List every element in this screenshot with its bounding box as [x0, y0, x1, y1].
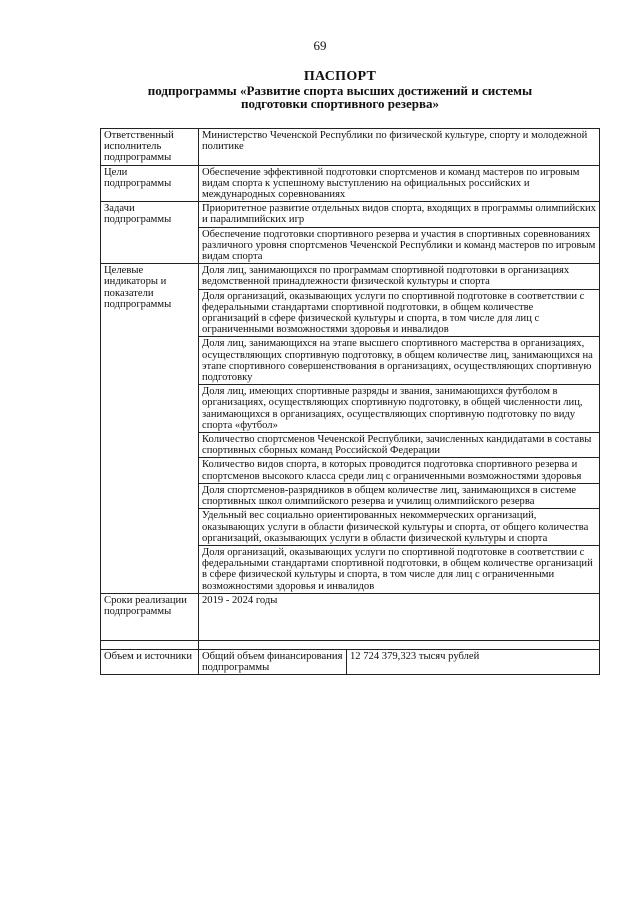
- indicator-item: Количество видов спорта, в которых проводится подготовка спортивного резерва и спортсменов высокого класса среди лиц с ограниченными возможностями здоровья: [199, 458, 600, 483]
- funding-sublabel: Общий объем финансирования подпрограммы: [199, 649, 347, 674]
- row-tasks: [101, 202, 600, 227]
- row-goals: [101, 165, 600, 202]
- goals-label: Цели подпрограммы: [101, 165, 199, 202]
- document-title: [80, 70, 600, 111]
- indicator-item: Количество спортсменов Чеченской Республики, зачисленных кандидатами в составы спортивных сборных команд Российской Федерации: [199, 433, 600, 458]
- goals-value: Обеспечение эффективной подготовки спортсменов и команд мастеров по игровым видам спорта к успешному выступлению на официальных российских и международных соревнованиях: [199, 165, 600, 202]
- tasks-label: Задачи подпрограммы: [101, 202, 199, 264]
- title-line-2: подпрограммы «Развитие спорта высших достижений и системы: [147, 82, 533, 98]
- indicator-item: Доля спортсменов-разрядников в общем количестве лиц, занимающихся в системе спортивных школ олимпийского резерва и училищ олимпийского резерва: [199, 483, 600, 508]
- indicators-label: Целевые индикаторы и показатели подпрограммы: [101, 264, 199, 593]
- funding-value: 12 724 379,323 тысяч рублей: [347, 649, 600, 674]
- title-line-3: подготовки спортивного резерва»: [240, 96, 440, 111]
- task-item: Обеспечение подготовки спортивного резерва и участия в спортивных соревнованиях различного уровня спортсменов Чеченской Республики и команд мастеров по игровым видам спорта: [199, 227, 600, 264]
- indicator-item: Доля лиц, имеющих спортивные разряды и звания, занимающихся футболом в организациях, осуществляющих спортивную подготовку, в общей численности лиц, занимающихся в организациях, осуществляющих спортивную подготовку по виду спорта «футбол»: [199, 385, 600, 433]
- executor-value: Министерство Чеченской Республики по физической культуре, спорту и молодежной политике: [199, 129, 600, 166]
- row-terms: [101, 593, 600, 640]
- indicator-item: Доля лиц, занимающихся по программам спортивной подготовки в организациях ведомственной принадлежности физической культуры и спорта: [199, 264, 600, 289]
- row-funding: [101, 649, 600, 674]
- indicator-item: Удельный вес социально ориентированных некоммерческих организаций, оказывающих услуги в области физической культуры и спорта, от общего количества организаций, оказывающих услуги в области физической культуры и спорта: [199, 509, 600, 546]
- passport-table: [100, 128, 600, 675]
- row-executor: [101, 129, 600, 166]
- funding-label: Объем и источники: [101, 649, 199, 674]
- terms-label: Сроки реализации подпрограммы: [101, 593, 199, 640]
- row-indicators: [101, 264, 600, 289]
- page-number: 69: [313, 38, 327, 53]
- title-main: ПАСПОРТ: [303, 69, 377, 84]
- executor-label: Ответственный исполнитель подпрограммы: [101, 129, 199, 166]
- indicator-item: Доля лиц, занимающихся на этапе высшего спортивного мастерства в организациях, осуществляющих спортивную подготовку, в общем количестве лиц, занимающихся на этапе спортивного совершенствования в организациях, осуществляющих спортивную подготовку: [199, 337, 600, 385]
- indicator-item: Доля организаций, оказывающих услуги по спортивной подготовке в соответствии с федеральными стандартами спортивной подготовки, в общем количестве организаций в сфере физической культуры и спорта, в том числе для лиц с ограниченными возможностями здоровья и инвалидов: [199, 545, 600, 593]
- indicator-item: Доля организаций, оказывающих услуги по спортивной подготовке в соответствии с федеральными стандартами спортивной подготовки, в общем количестве организаций в сфере физической культуры и спорта, в том числе для лиц с ограниченными возможностями здоровья и инвалидов: [199, 289, 600, 337]
- task-item: Приоритетное развитие отдельных видов спорта, входящих в программы олимпийских и паралимпийских игр: [199, 202, 600, 227]
- terms-value: 2019 - 2024 годы: [199, 593, 600, 640]
